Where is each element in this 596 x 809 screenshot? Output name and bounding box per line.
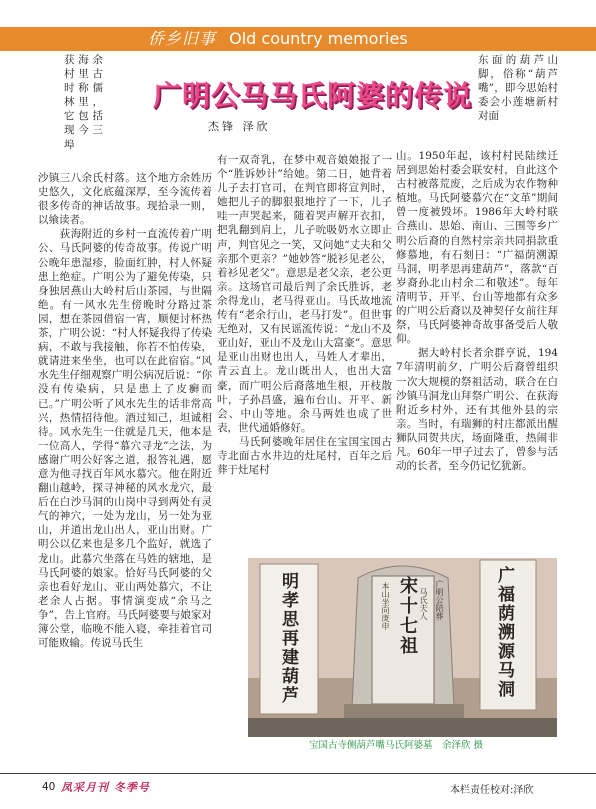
tomb-photo <box>248 558 557 737</box>
page-number: 40 <box>42 781 56 793</box>
photo-caption: 宝国古寺侧葫芦嘴马氏阿婆墓 余泽欣 摄 <box>309 740 484 751</box>
footer-divider <box>0 773 596 774</box>
editor-credit: 本栏责任校对:泽欣 <box>450 785 534 796</box>
section-title-en: Old country memories <box>229 29 408 48</box>
article-column-1: 沙镇三八余氏村落。这个地方余姓历史悠久，文化底蕴深厚，至今流传着很多传奇的神话故事。现拾录一则，以飨读者。 荻海附近的乡村一直流传着广明公、马氏阿婆的传奇故事。传说广明公晚年患湿疹，脸面红肿，村人怀疑患上绝症。广明公为了避免传染，只身独居燕山大岭村后山茶园，与世隔绝。有一风水先生傍晚时分路过茶园，想在茶园借宿一宵，顺便讨杯热茶，广明公说：“村人怀疑我得了传染病，不敢与我接触，你若不怕传染，就请进来坐坐，也可以在此宿宿。”风水先生仔细观察广明公病况后说：“你没有传染病，只是患上了皮癣而已。”广明公听了风水先生的话非常高兴，热情招待他。酒过知己，坦诚相待。风水先生一住就是几天，他本是一位高人，学得“慕穴寻龙”之法，为感谢广明公好客之道，报答礼遇，愿意为他寻找百年风水慕穴。他在附近翻山越岭，探寻神秘的风水龙穴，最后在白沙马洞的山岗中寻到两处有灵气的神穴，一处为龙山，另一处为亚山，并道出龙山出人，亚山出财。广明公以亿来也是多几个监好，就选了龙山。此慕穴坐落在马姓的辖地，是马氏阿婆的娘家。恰好马氏阿婆的父亲也看好龙山、亚山两处慕穴，不让老余人占据。事情演变成“余马之争”，告上官府。马氏阿婆要与娘家对簿公堂，临晚不能入寝，牵挂着官司可能败输。传说马氏生 <box>38 172 212 650</box>
article-column-2: 有一双奇乳，在梦中观音娘娘报了一个“胜诉妙计”给她。第二日，她背着儿子去打官司，在判官即将宣判时，她把儿子的脚狠狠地拧了一下，儿子哇一声哭起来，随着哭声解开衣扣，把乳翻到肩上，儿子吮吸奶水立即止声，判官见之一笑，又问她“丈夫和父亲那个更亲？”她妙答“脱衫见老公，着衫见老父”。意思是老父亲，老公更亲。这场官司最后判了余氏胜诉，老余得龙山，老马得亚山。马氏故地流传有“老余行山，老马打发”。但世事无绝对，又有民谣流传说：“龙山不及亚山好，亚山不及龙山大富豪”。意思是亚山出财也出人，马姓人才辈出，青云直上。龙山既出人，也出大富豪，而广明公后裔落地生根，开枝散叶，子孙昌盛，遍布台山、开平、新会、中山等地。余马两姓也成了世表，世代通婚修好。 马氏阿婆晚年居住在宝国宝国古寺北面古水井边的灶尾村，百年之后葬于灶尾村 <box>217 154 392 477</box>
inscription-right: 广福荫溯源马洞 <box>494 566 514 699</box>
article-byline: 杰锋 泽欣 <box>208 120 271 133</box>
article-column-3-top: 东面的葫芦山脚，俗称“葫芦嘴”，即今思始村委会小莲塘新村对面 <box>478 54 558 123</box>
inscription-small-b: 马氏夫人 <box>419 588 428 620</box>
magazine-name: 凤采月刊 冬季号 <box>61 781 150 794</box>
inscription-small-a: 本山坐向庚申 <box>381 582 390 630</box>
article-column-3: 山。1950年起，该村村民陆续迁居到思始村委会联安村，自此这个古村被落荒废，之后成为农作物种植地。马氏阿婆慕穴在“文革”期间曾一度被毁坏。1986年大岭村联合燕山、思始、南山、三围等乡广明公后裔的自然村宗亲共同捐款重修慕地，有石刻日：“广福荫溯源马洞，明孝思再建葫芦”，落款“百岁裔孙北山村余二和敬述”。每年清明节，开平、台山等地都有众多的广明公后裔以及神契仔女前往拜祭，马氏阿婆神奇故事备受后人敬仰。 据大岭村长者余群亨说，1947年清明前夕，广明公后裔曾组织一次大规模的祭祖活动，联合在白沙镇马洞龙山拜祭广明公、在荻海附近乡村外，还有其他外县的宗亲。当时，有瑞狮的村庄都派出醒狮队同贺共庆，场面隆重，热闹非凡。60年一甲子过去了，曾参与活动的长者，至今仍记忆犹新。 <box>396 150 558 473</box>
article-title: 广明公马马氏阿婆的传说 <box>153 79 473 112</box>
inscription-left: 明孝思再建葫芦 <box>278 572 298 705</box>
article-column-1-top: 获海余村里古时称儒林里，它包括现今三埠 <box>64 54 103 151</box>
inscription-small-c: 广明公陪葬 <box>435 580 444 620</box>
section-title-cn: 侨乡旧事 <box>148 29 217 48</box>
section-header <box>148 28 408 50</box>
inscription-middle: 宋十七祖 <box>397 576 418 656</box>
